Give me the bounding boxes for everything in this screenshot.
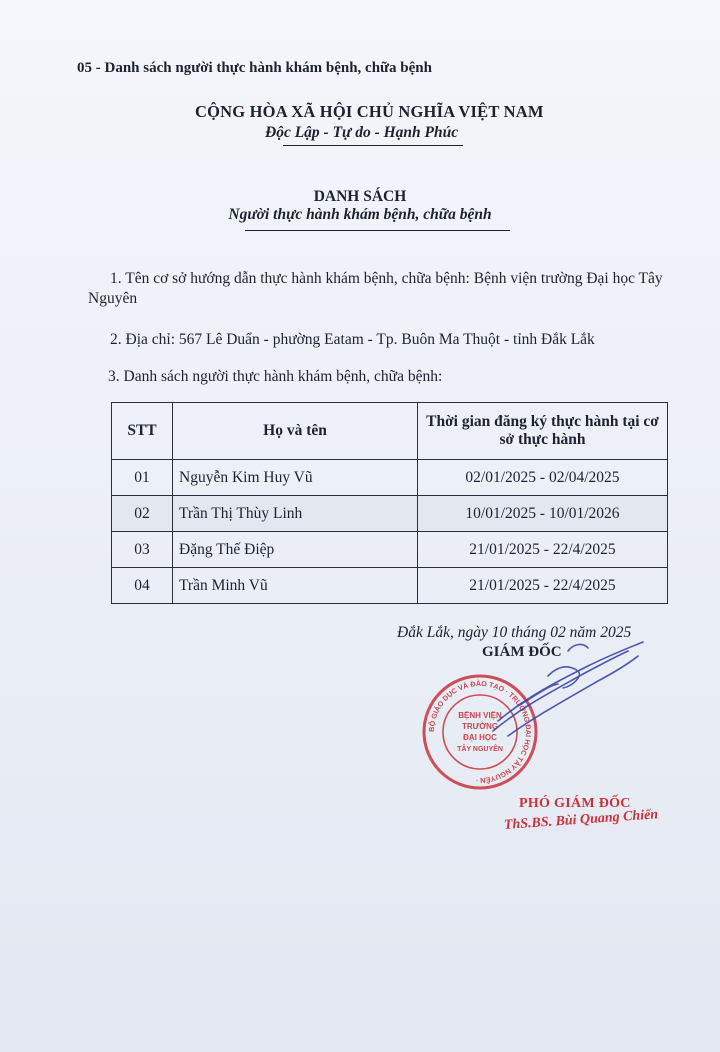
- subtitle-underline: [245, 230, 510, 231]
- svg-text:TÂY NGUYÊN: TÂY NGUYÊN: [457, 746, 503, 753]
- vice-director-title: PHÓ GIÁM ĐỐC: [519, 796, 631, 811]
- row-stt: 01: [112, 460, 173, 496]
- practitioner-table: [111, 402, 668, 604]
- row-name: Đặng Thế Điệp: [173, 532, 418, 568]
- item-facility-name: 1. Tên cơ sở hướng dẫn thực hành khám bệnh, chữa bệnh: Bệnh viện trường Đại học Tây Nguyên: [88, 270, 663, 308]
- table-row: [112, 460, 668, 496]
- row-stt: 02: [112, 496, 173, 532]
- item-address: 2. Địa chỉ: 567 Lê Duẩn - phường Eatam - Tp. Buôn Ma Thuột - tỉnh Đắk Lắk: [110, 331, 595, 348]
- vice-director-name: ThS.BS. Bùi Quang Chiến: [503, 807, 659, 833]
- table-row: [112, 532, 668, 568]
- national-title: CỘNG HÒA XÃ HỘI CHỦ NGHĨA VIỆT NAM: [195, 102, 544, 121]
- form-code: 05 - Danh sách người thực hành khám bệnh, chữa bệnh: [77, 60, 432, 76]
- header-stt: STT: [112, 403, 173, 460]
- motto-underline: [283, 145, 463, 146]
- row-stt: 03: [112, 532, 173, 568]
- header-name: Họ và tên: [173, 403, 418, 460]
- svg-text:TRƯỜNG: TRƯỜNG: [461, 722, 499, 731]
- svg-text:BỆNH VIỆN: BỆNH VIỆN: [458, 711, 502, 720]
- document-title: DANH SÁCH: [313, 188, 407, 205]
- row-name: Nguyễn Kim Huy Vũ: [173, 460, 418, 496]
- row-period: 10/01/2025 - 10/01/2026: [418, 496, 668, 532]
- row-stt: 04: [112, 568, 173, 604]
- table-header-row: [112, 403, 668, 460]
- svg-text:ĐẠI HỌC: ĐẠI HỌC: [463, 733, 497, 742]
- row-name: Trần Minh Vũ: [173, 568, 418, 604]
- signer-title: GIÁM ĐỐC: [482, 644, 562, 660]
- row-period: 21/01/2025 - 22/4/2025: [418, 532, 668, 568]
- row-period: 21/01/2025 - 22/4/2025: [418, 568, 668, 604]
- table-row: [112, 568, 668, 604]
- document-subtitle: Người thực hành khám bệnh, chữa bệnh: [228, 206, 492, 223]
- national-motto: Độc Lập - Tự do - Hạnh Phúc: [265, 124, 459, 141]
- row-period: 02/01/2025 - 02/04/2025: [418, 460, 668, 496]
- row-name: Trần Thị Thùy Linh: [173, 496, 418, 532]
- header-period: Thời gian đăng ký thực hành tại cơ sở thực hành: [418, 403, 668, 460]
- sign-date: Đắk Lắk, ngày 10 tháng 02 năm 2025: [397, 624, 632, 641]
- handwritten-signature-icon: [488, 636, 648, 746]
- item-list-heading: 3. Danh sách người thực hành khám bệnh, chữa bệnh:: [108, 368, 443, 385]
- table-row: [112, 496, 668, 532]
- seal-ring-text: BỘ GIÁO DỤC VÀ ĐÀO TẠO · TRƯỜNG ĐẠI HỌC TÂY NGUYÊN ·: [426, 678, 534, 786]
